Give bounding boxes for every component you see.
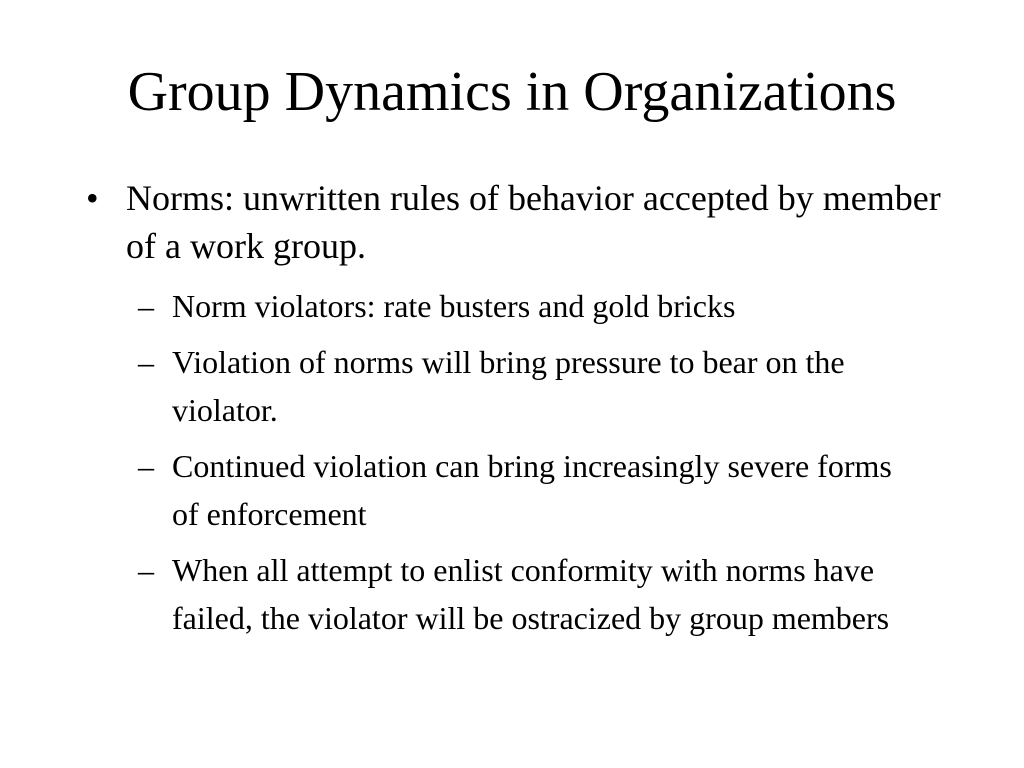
sub-bullet-text: Norm violators: rate busters and gold bricks [172, 288, 736, 324]
bullet-text: Norms: unwritten rules of behavior accepted by member of a work group. [126, 178, 941, 266]
sub-bullet-marker: – [138, 448, 154, 484]
sub-bullet-marker: – [138, 344, 154, 380]
sub-bullet-item [86, 282, 912, 330]
sub-bullet-text: Continued violation can bring increasingly severe forms of enforcement [172, 448, 892, 532]
slide-body [86, 174, 966, 650]
sub-bullet-item [86, 442, 912, 538]
sub-bullet-text: Violation of norms will bring pressure to bear on the violator. [172, 344, 845, 428]
bullet-marker: • [86, 178, 99, 218]
sub-bullet-item [86, 338, 912, 434]
sub-bullet-item [86, 546, 912, 642]
slide-title: Group Dynamics in Organizations [127, 61, 897, 123]
sub-bullet-list [86, 282, 966, 642]
sub-bullet-marker: – [138, 552, 154, 588]
bullet-item-norms [86, 174, 966, 270]
sub-bullet-text: When all attempt to enlist conformity with norms have failed, the violator will be ostracized by group members [172, 552, 890, 636]
sub-bullet-marker: – [138, 288, 154, 324]
